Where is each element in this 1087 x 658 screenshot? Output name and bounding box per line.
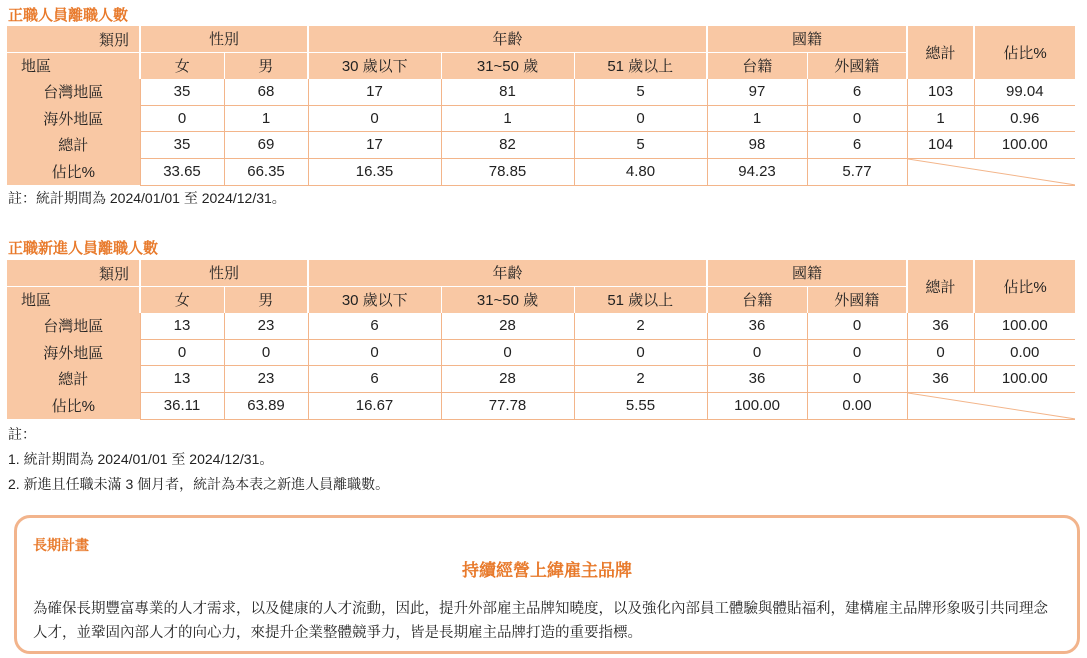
table-cell: 36.11 — [140, 392, 224, 419]
table-cell: 94.23 — [707, 158, 807, 185]
subheader: 31~50 歲 — [441, 286, 574, 313]
row-label: 海外地區 — [7, 339, 140, 366]
table-cell: 0.00 — [974, 339, 1075, 366]
row-label: 台灣地區 — [7, 79, 140, 106]
row-label: 台灣地區 — [7, 313, 140, 340]
table-cell: 5 — [574, 79, 707, 106]
table-cell: 103 — [907, 79, 974, 106]
table-cell: 33.65 — [140, 158, 224, 185]
empty-diagonal-cell — [907, 392, 1075, 419]
group-ratio: 佔比% — [974, 26, 1075, 79]
group-age: 年齡 — [308, 26, 707, 52]
corner-region: 地區 — [21, 57, 52, 75]
table-cell: 28 — [441, 366, 574, 393]
table1-note: 註：統計期間為 2024/01/01 至 2024/12/31。 — [8, 190, 286, 206]
table-cell: 17 — [308, 79, 441, 106]
table-cell: 100.00 — [974, 313, 1075, 340]
subheader: 51 歲以上 — [574, 286, 707, 313]
table-cell: 6 — [807, 79, 907, 106]
group-age: 年齡 — [308, 260, 707, 286]
table-cell: 16.67 — [308, 392, 441, 419]
table-cell: 104 — [907, 132, 974, 159]
table-cell: 36 — [707, 366, 807, 393]
table-cell: 0 — [707, 339, 807, 366]
plan-heading: 持續經營上緯雇主品牌 — [462, 561, 632, 580]
table-cell: 36 — [907, 313, 974, 340]
table-cell: 0 — [308, 105, 441, 132]
table-cell: 0 — [574, 105, 707, 132]
subheader: 男 — [224, 52, 308, 79]
row-label: 佔比% — [7, 392, 140, 419]
table-cell: 66.35 — [224, 158, 308, 185]
subheader: 男 — [224, 286, 308, 313]
diagonal-line — [908, 159, 1076, 185]
table-cell: 68 — [224, 79, 308, 106]
table2-note-line: 2. 新進且任職未滿 3 個月者，統計為本表之新進人員離職數。 — [8, 476, 390, 492]
table2-note-heading: 註： — [8, 426, 36, 442]
table-cell: 28 — [441, 313, 574, 340]
table-cell: 0 — [140, 339, 224, 366]
table-cell: 77.78 — [441, 392, 574, 419]
group-ratio: 佔比% — [974, 260, 1075, 313]
table-cell: 0 — [441, 339, 574, 366]
table-cell: 100.00 — [707, 392, 807, 419]
subheader: 女 — [140, 286, 224, 313]
corner-region-cell — [7, 286, 140, 313]
plan-body: 為確保長期豐富專業的人才需求，以及健康的人才流動，因此，提升外部雇主品牌知曉度，以及強化內部員工體驗與體貼福利，建構雇主品牌形象吸引共同理念人才，並鞏固內部人才的向心力，來提升企業整體競爭力，皆是長期雇主品牌打造的重要指標。 — [33, 601, 1048, 641]
corner-header — [7, 260, 140, 286]
table-cell: 5 — [574, 132, 707, 159]
table-cell: 1 — [224, 105, 308, 132]
table-cell: 81 — [441, 79, 574, 106]
table-cell: 6 — [308, 366, 441, 393]
subheader: 台籍 — [707, 286, 807, 313]
turnover-table — [7, 26, 1075, 186]
table-cell: 5.77 — [807, 158, 907, 185]
table-cell: 4.80 — [574, 158, 707, 185]
table-cell: 1 — [441, 105, 574, 132]
table-cell: 6 — [807, 132, 907, 159]
empty-diagonal-cell — [907, 158, 1075, 185]
table-cell: 0 — [807, 313, 907, 340]
group-gender: 性別 — [140, 260, 308, 286]
group-total: 總計 — [907, 260, 974, 313]
table-cell: 97 — [707, 79, 807, 106]
group-nationality: 國籍 — [707, 26, 907, 52]
table-cell: 2 — [574, 366, 707, 393]
table-cell: 69 — [224, 132, 308, 159]
table-row — [7, 313, 1075, 340]
table2-title: 正職新進人員離職人數 — [8, 240, 159, 257]
table-row — [7, 392, 1075, 419]
row-label: 總計 — [7, 132, 140, 159]
table-row — [7, 158, 1075, 185]
table-cell: 0 — [140, 105, 224, 132]
table-cell: 63.89 — [224, 392, 308, 419]
table-row — [7, 132, 1075, 159]
group-nationality: 國籍 — [707, 260, 907, 286]
table-cell: 36 — [707, 313, 807, 340]
table-cell: 35 — [140, 132, 224, 159]
plan-label: 長期計畫 — [33, 537, 89, 553]
row-label: 海外地區 — [7, 105, 140, 132]
table-cell: 16.35 — [308, 158, 441, 185]
table-row — [7, 79, 1075, 106]
table-cell: 17 — [308, 132, 441, 159]
table-cell: 13 — [140, 366, 224, 393]
corner-region: 地區 — [21, 291, 52, 309]
table-cell: 99.04 — [974, 79, 1075, 106]
table-cell: 2 — [574, 313, 707, 340]
table-cell: 100.00 — [974, 366, 1075, 393]
table-cell: 82 — [441, 132, 574, 159]
table-cell: 0 — [907, 339, 974, 366]
table-cell: 0 — [308, 339, 441, 366]
table-cell: 1 — [707, 105, 807, 132]
diagonal-line — [908, 393, 1076, 419]
table-cell: 0 — [807, 105, 907, 132]
table-cell: 0.00 — [807, 392, 907, 419]
subheader: 女 — [140, 52, 224, 79]
table-cell: 0.96 — [974, 105, 1075, 132]
row-label: 總計 — [7, 366, 140, 393]
subheader: 30 歲以下 — [308, 286, 441, 313]
table-cell: 13 — [140, 313, 224, 340]
table-cell: 6 — [308, 313, 441, 340]
subheader: 台籍 — [707, 52, 807, 79]
new-hire-turnover-table — [7, 260, 1075, 420]
table-cell: 100.00 — [974, 132, 1075, 159]
corner-category: 類別 — [98, 32, 129, 49]
table-cell: 36 — [907, 366, 974, 393]
table-cell: 98 — [707, 132, 807, 159]
subheader: 31~50 歲 — [441, 52, 574, 79]
corner-category: 類別 — [98, 266, 129, 283]
corner-region-cell — [7, 52, 140, 79]
table-cell: 0 — [574, 339, 707, 366]
group-gender: 性別 — [140, 26, 308, 52]
group-total: 總計 — [907, 26, 974, 79]
table-cell: 78.85 — [441, 158, 574, 185]
table-cell: 1 — [907, 105, 974, 132]
table-cell: 23 — [224, 366, 308, 393]
row-label: 佔比% — [7, 158, 140, 185]
corner-header — [7, 26, 140, 52]
table-row — [7, 105, 1075, 132]
subheader: 外國籍 — [807, 52, 907, 79]
table-row — [7, 366, 1075, 393]
table-cell: 5.55 — [574, 392, 707, 419]
table-cell: 0 — [807, 339, 907, 366]
table-cell: 0 — [807, 366, 907, 393]
table2-note-line: 1. 統計期間為 2024/01/01 至 2024/12/31。 — [8, 451, 274, 467]
subheader: 51 歲以上 — [574, 52, 707, 79]
subheader: 外國籍 — [807, 286, 907, 313]
table-cell: 35 — [140, 79, 224, 106]
subheader: 30 歲以下 — [308, 52, 441, 79]
table1-title: 正職人員離職人數 — [8, 7, 129, 24]
long-term-plan-box — [14, 515, 1080, 654]
table-cell: 23 — [224, 313, 308, 340]
table-row — [7, 339, 1075, 366]
table-cell: 0 — [224, 339, 308, 366]
